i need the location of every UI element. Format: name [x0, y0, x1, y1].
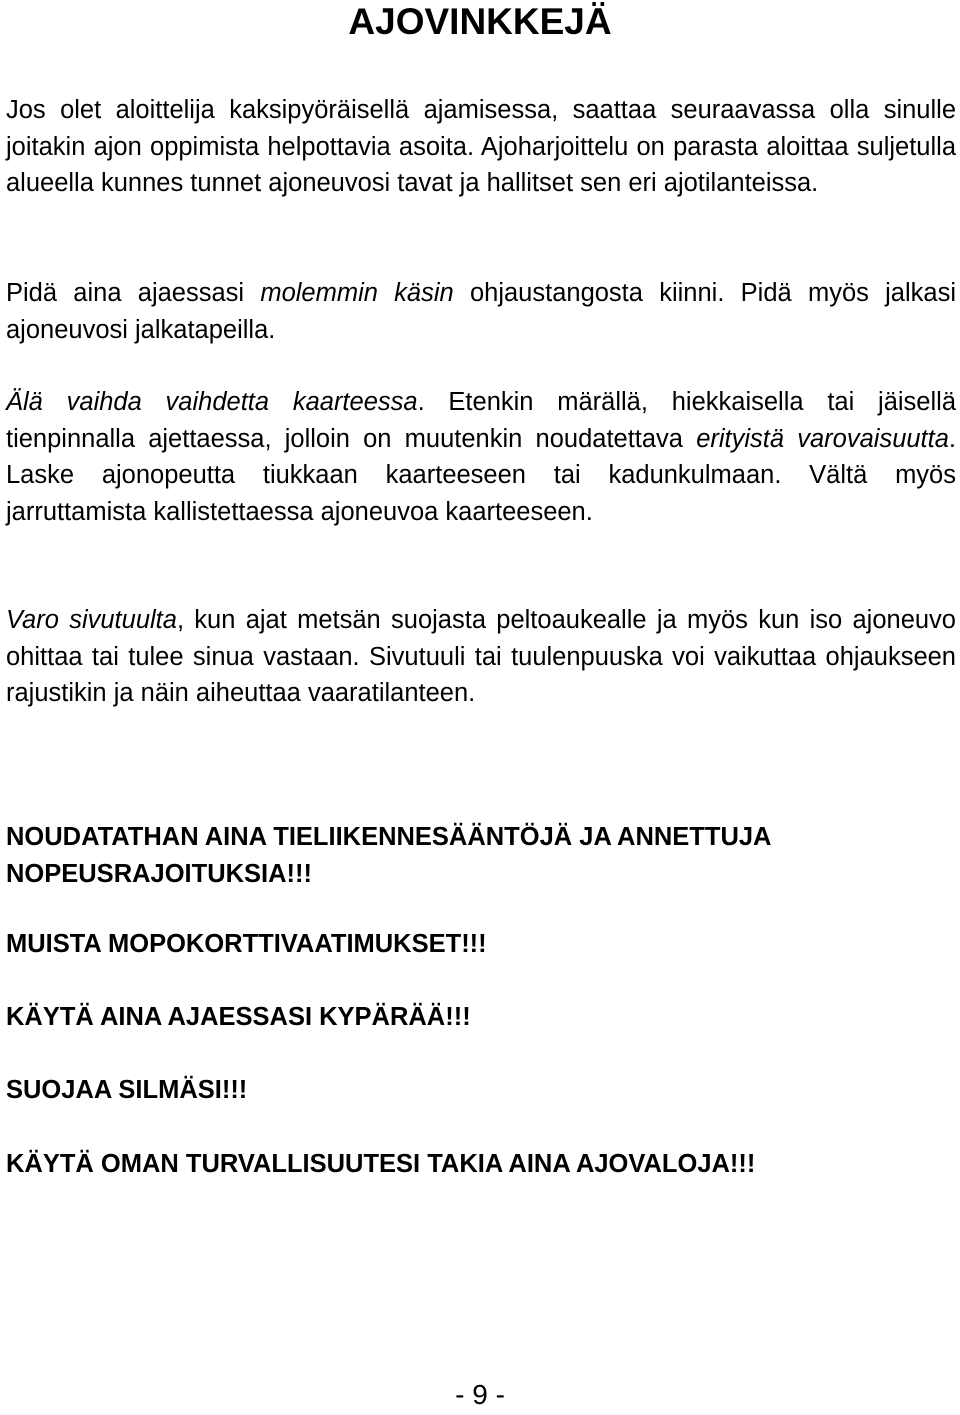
emphasis-text: molemmin käsin — [260, 279, 454, 307]
page-title: AJOVINKKEJÄ — [348, 1, 612, 42]
emphasis-text: erityistä varovaisuutta — [696, 424, 949, 453]
paragraph-text: Pidä aina ajaessasi — [6, 279, 261, 307]
paragraph-hands-feet — [6, 275, 956, 348]
warning-eyes: SUOJAA SILMÄSI!!! — [6, 1076, 248, 1104]
warning-headlights: KÄYTÄ OMAN TURVALLISUUTESI TAKIA AINA AJOVALOJA!!! — [6, 1150, 756, 1178]
paragraph-text: ohjaustangosta kiinni. Pidä myös jalkasi ajoneuvosi jalkatapeilla. — [6, 279, 956, 344]
warning-helmet: KÄYTÄ AINA AJAESSASI KYPÄRÄÄ!!! — [6, 1003, 471, 1031]
emphasis-text: Älä vaihda vaihdetta kaarteessa — [6, 388, 418, 416]
page-number: - 9 - — [455, 1379, 505, 1410]
warning-license: MUISTA MOPOKORTTIVAATIMUKSET!!! — [6, 930, 487, 958]
emphasis-text: Varo sivutuulta — [6, 606, 177, 634]
paragraph-text: . Etenkin märällä, hiekkaisella tai jäisellä tienpinnalla ajettaessa, jolloin on muutenkin noudatettava — [6, 388, 956, 453]
paragraph-text: , kun ajat metsän suojasta peltoaukealle ja myös kun iso ajoneuvo ohittaa tai tulee sinua vastaan. Sivutuuli tai tuulenpuuska voi vaikuttaa ohjaukseen rajustikin ja näin aiheuttaa vaaratilanteen. — [6, 606, 956, 708]
paragraph-curves — [6, 384, 956, 530]
paragraph-crosswind — [6, 602, 956, 712]
warning-traffic-rules: NOUDATATHAN AINA TIELIIKENNESÄÄNTÖJÄ JA ANNETTUJA NOPEUSRAJOITUKSIA!!! — [6, 823, 771, 888]
paragraph-text: . Laske ajonopeutta tiukkaan kaarteeseen tai kadunkulmaan. Vältä myös jarruttamista kallistettaessa ajoneuvoa kaarteeseen. — [6, 424, 956, 526]
paragraph-intro: Jos olet aloittelija kaksipyöräisellä ajamisessa, saattaa seuraavassa olla sinulle joitakin ajon oppimista helpottavia asoita. Ajoharjoittelu on parasta aloittaa suljetulla alueella kunnes tunnet ajoneuvosi tavat ja hallitset sen eri ajotilanteissa. — [6, 96, 956, 198]
